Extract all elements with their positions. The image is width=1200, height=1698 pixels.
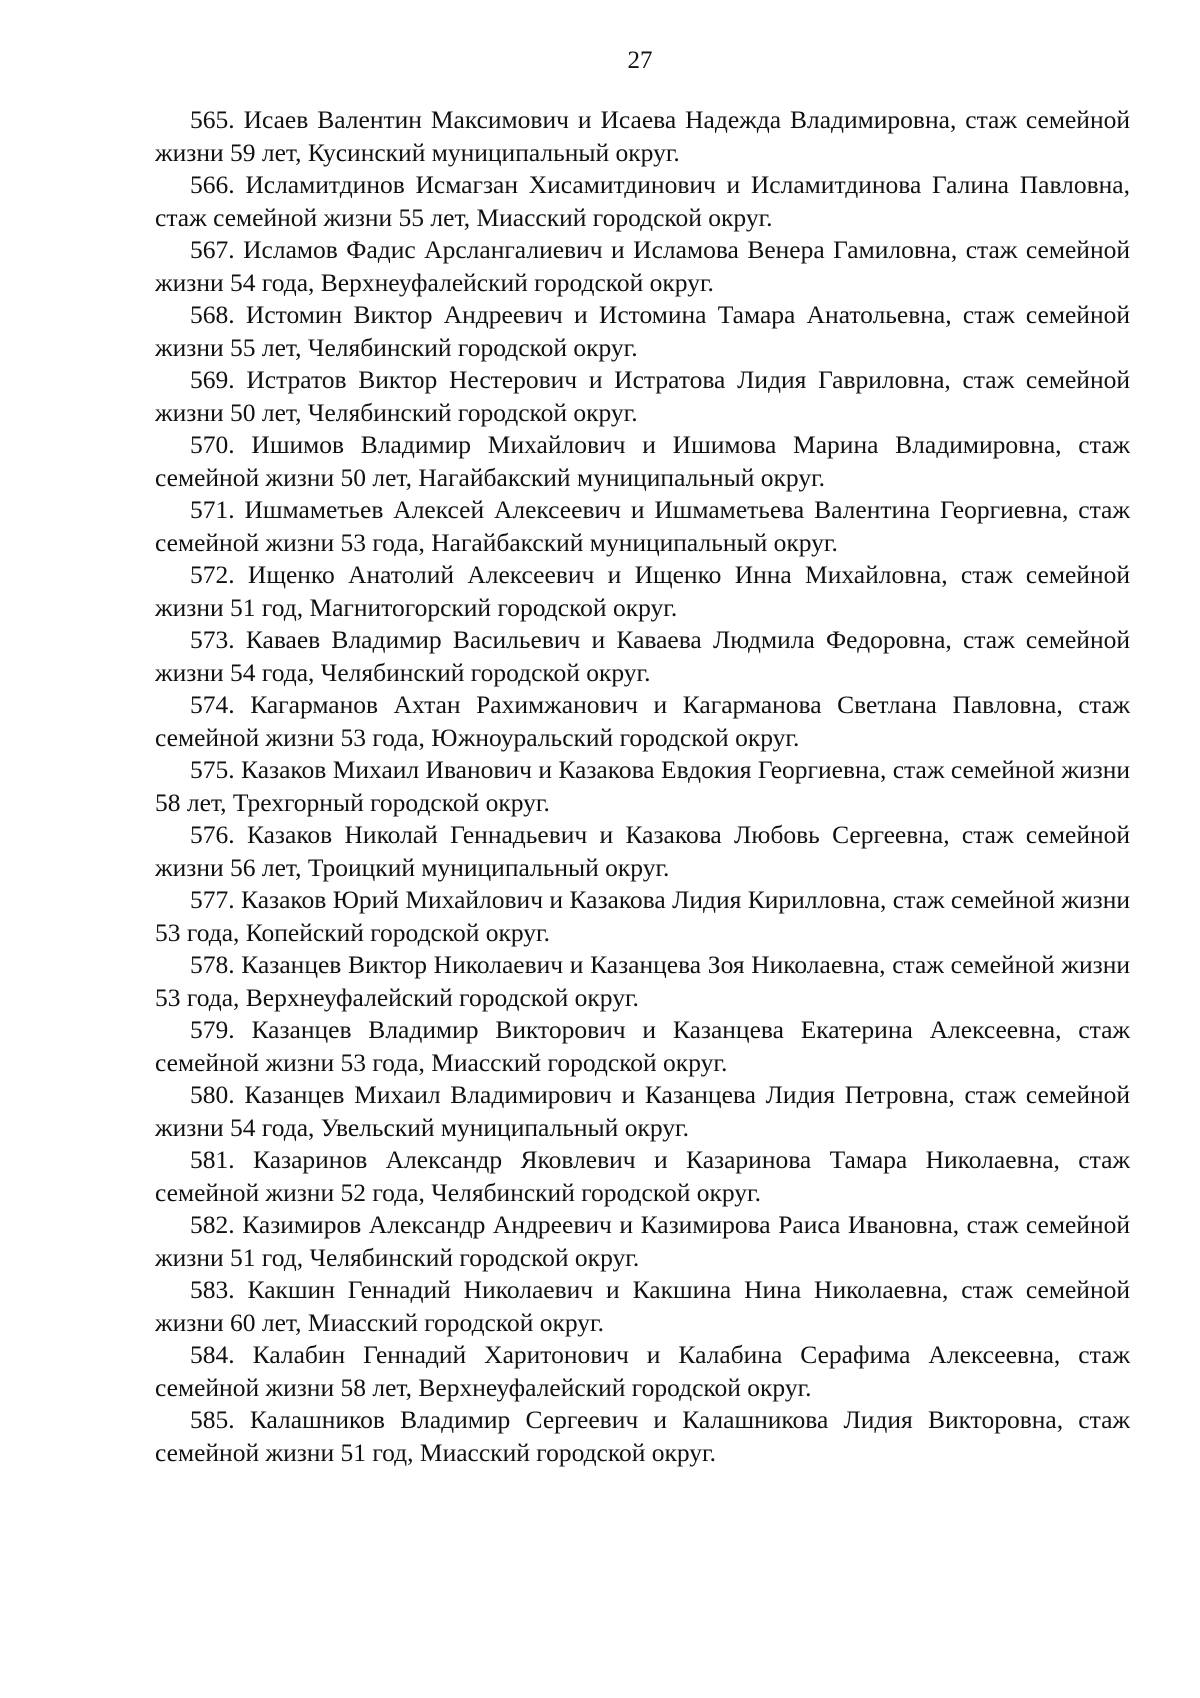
entry-number: 566. <box>190 170 235 199</box>
entry-text: Казаков Юрий Михайлович и Казакова Лидия Кирилловна, стаж семейной жизни 53 года, Копейский городской округ. <box>155 885 1131 947</box>
list-item <box>155 884 1130 949</box>
entry-number: 576. <box>190 820 235 849</box>
list-item <box>155 1014 1130 1079</box>
entry-number: 574. <box>190 690 235 719</box>
entry-text: Исаев Валентин Максимович и Исаева Надежда Владимировна, стаж семейной жизни 59 лет, Кусинский муниципальный округ. <box>155 105 1130 167</box>
entry-text: Казимиров Александр Андреевич и Казимирова Раиса Ивановна, стаж семейной жизни 51 год, Челябинский городской округ. <box>155 1210 1130 1272</box>
entry-text: Казаринов Александр Яковлевич и Казаринова Тамара Николаевна, стаж семейной жизни 52 года, Челябинский городской округ. <box>155 1145 1131 1207</box>
entry-number: 570. <box>190 430 235 459</box>
entry-text: Ишимов Владимир Михайлович и Ишимова Марина Владимировна, стаж семейной жизни 50 лет, Нагайбакский муниципальный округ. <box>155 430 1130 492</box>
entry-text: Ищенко Анатолий Алексеевич и Ищенко Инна Михайловна, стаж семейной жизни 51 год, Магнитогорский городской округ. <box>155 560 1130 622</box>
entry-number: 572. <box>190 560 235 589</box>
list-item <box>155 494 1130 559</box>
list-item <box>155 169 1130 234</box>
entry-number: 568. <box>190 300 235 329</box>
entry-number: 582. <box>190 1210 235 1239</box>
entry-number: 573. <box>190 625 235 654</box>
entry-text: Истомин Виктор Андреевич и Истомина Тамара Анатольевна, стаж семейной жизни 55 лет, Челябинский городской округ. <box>155 300 1131 362</box>
entry-number: 584. <box>190 1340 235 1369</box>
entry-number: 567. <box>190 235 235 264</box>
entry-number: 581. <box>190 1145 235 1174</box>
list-item <box>155 1144 1130 1209</box>
entry-text: Казаков Николай Геннадьевич и Казакова Любовь Сергеевна, стаж семейной жизни 56 лет, Троицкий муниципальный округ. <box>155 820 1131 882</box>
list-item <box>155 1339 1130 1404</box>
list-item <box>155 819 1130 884</box>
entry-number: 565. <box>190 105 235 134</box>
entry-text: Казанцев Михаил Владимирович и Казанцева Лидия Петровна, стаж семейной жизни 54 года, Увельский муниципальный округ. <box>155 1080 1131 1142</box>
entry-text: Какшин Геннадий Николаевич и Какшина Нина Николаевна, стаж семейной жизни 60 лет, Миасский городской округ. <box>155 1275 1130 1337</box>
entry-number: 575. <box>190 755 235 784</box>
list-item <box>155 1079 1130 1144</box>
entry-number: 571. <box>190 495 235 524</box>
entry-text: Ишмаметьев Алексей Алексеевич и Ишмаметьева Валентина Георгиевна, стаж семейной жизни 53 года, Нагайбакский муниципальный округ. <box>155 495 1130 557</box>
entry-number: 579. <box>190 1015 235 1044</box>
entry-number: 569. <box>190 365 235 394</box>
entry-text: Истратов Виктор Нестерович и Истратова Лидия Гавриловна, стаж семейной жизни 50 лет, Челябинский городской округ. <box>155 365 1130 427</box>
page-number: 27 <box>627 47 653 74</box>
entry-text: Исламитдинов Исмагзан Хисамитдинович и Исламитдинова Галина Павловна, стаж семейной жизни 55 лет, Миасский городской округ. <box>155 170 1130 232</box>
entry-number: 578. <box>190 950 235 979</box>
list-item <box>155 1209 1130 1274</box>
entry-text: Калабин Геннадий Харитонович и Калабина Серафима Алексеевна, стаж семейной жизни 58 лет, Верхнеуфалейский городской округ. <box>155 1340 1130 1402</box>
list-item <box>155 104 1130 169</box>
list-item <box>155 234 1130 299</box>
entry-text: Исламов Фадис Арслангалиевич и Исламова Венера Гамиловна, стаж семейной жизни 54 года, Верхнеуфалейский городской округ. <box>155 235 1130 297</box>
entry-number: 580. <box>190 1080 235 1109</box>
entry-text: Казаков Михаил Иванович и Казакова Евдокия Георгиевна, стаж семейной жизни 58 лет, Трехгорный городской округ. <box>155 755 1130 817</box>
entry-text: Казанцев Владимир Викторович и Казанцева Екатерина Алексеевна, стаж семейной жизни 53 года, Миасский городской округ. <box>155 1015 1130 1077</box>
entry-number: 577. <box>190 885 235 914</box>
entry-number: 585. <box>190 1405 235 1434</box>
entry-number: 583. <box>190 1275 235 1304</box>
list-item <box>155 1404 1130 1469</box>
list-item <box>155 429 1130 494</box>
list-item <box>155 299 1130 364</box>
list-item <box>155 949 1130 1014</box>
entry-text: Каваев Владимир Васильевич и Каваева Людмила Федоровна, стаж семейной жизни 54 года, Челябинский городской округ. <box>155 625 1131 687</box>
list-item <box>155 624 1130 689</box>
entries-list <box>155 104 1130 1469</box>
list-item <box>155 1274 1130 1339</box>
list-item <box>155 754 1130 819</box>
list-item <box>155 559 1130 624</box>
entry-text: Казанцев Виктор Николаевич и Казанцева Зоя Николаевна, стаж семейной жизни 53 года, Верхнеуфалейский городской округ. <box>155 950 1130 1012</box>
entry-text: Калашников Владимир Сергеевич и Калашникова Лидия Викторовна, стаж семейной жизни 51 год, Миасский городской округ. <box>155 1405 1131 1467</box>
list-item <box>155 364 1130 429</box>
entry-text: Кагарманов Ахтан Рахимжанович и Кагарманова Светлана Павловна, стаж семейной жизни 53 года, Южноуральский городской округ. <box>155 690 1131 752</box>
list-item <box>155 689 1130 754</box>
